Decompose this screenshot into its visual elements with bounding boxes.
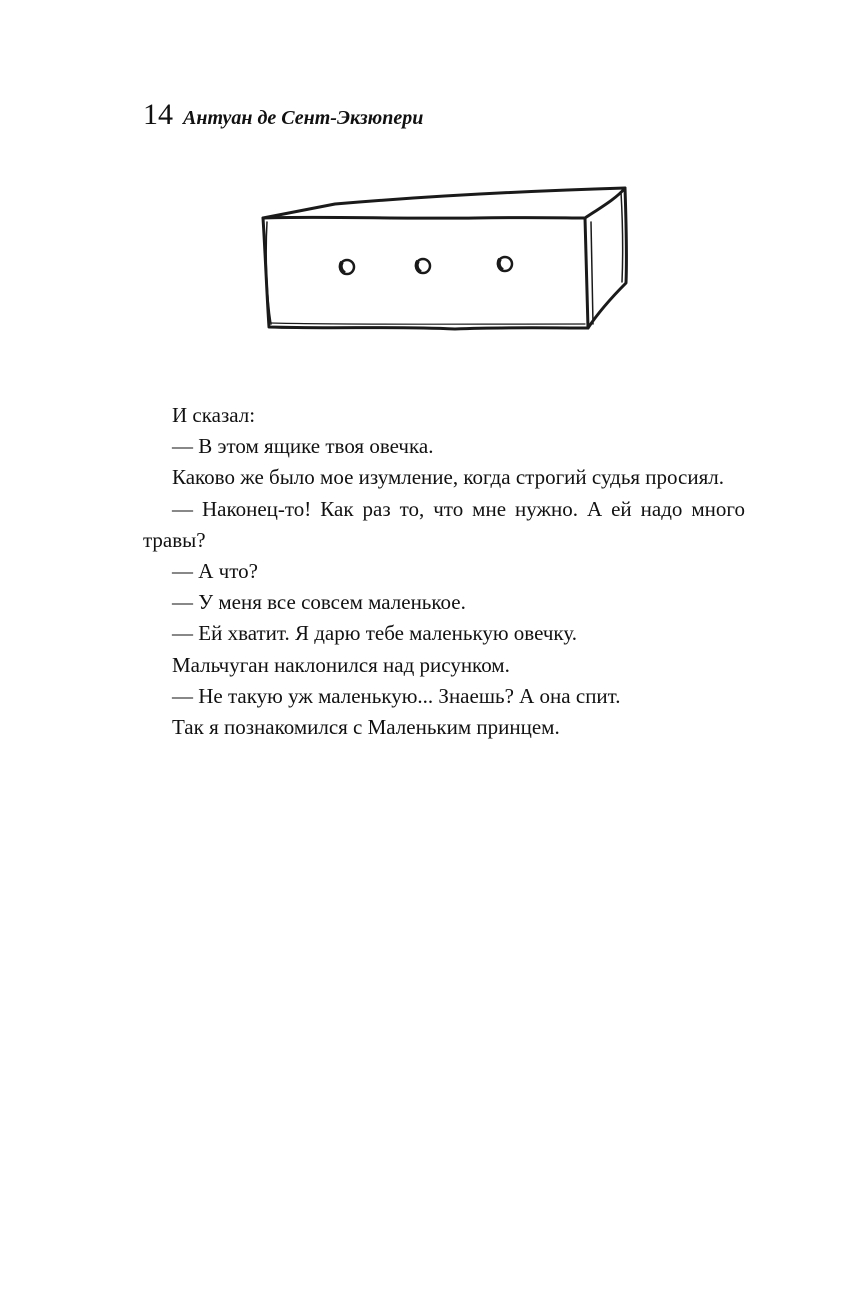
- air-holes: [340, 257, 512, 274]
- page-header: [143, 98, 423, 132]
- paragraph: И сказал:: [172, 403, 256, 427]
- box-with-holes-icon: [255, 178, 635, 338]
- paragraph: — В этом ящике твоя овечка.: [172, 434, 434, 459]
- paragraph: Так я познакомился с Маленьким принцем.: [172, 715, 560, 740]
- paragraph: Каково же было мое изумление, когда строгий судья просиял.: [172, 465, 725, 490]
- paragraph: — Не такую уж маленькую... Знаешь? А она спит.: [172, 683, 621, 708]
- story-text: [143, 400, 745, 743]
- box-illustration: [255, 178, 635, 338]
- paragraph: — Ей хватит. Я дарю тебе маленькую овечку.: [172, 621, 577, 646]
- paragraph: — Наконец-то! Как раз то, что мне нужно. А ей надо много травы?: [143, 496, 745, 552]
- paragraph: — У меня все совсем маленькое.: [172, 590, 466, 615]
- paragraph: Мальчуган наклонился над рисунком.: [172, 652, 510, 677]
- page-number: 14: [143, 98, 173, 131]
- running-title: Антуан де Сент-Экзюпери: [183, 107, 424, 129]
- paragraph: — А что?: [172, 559, 258, 584]
